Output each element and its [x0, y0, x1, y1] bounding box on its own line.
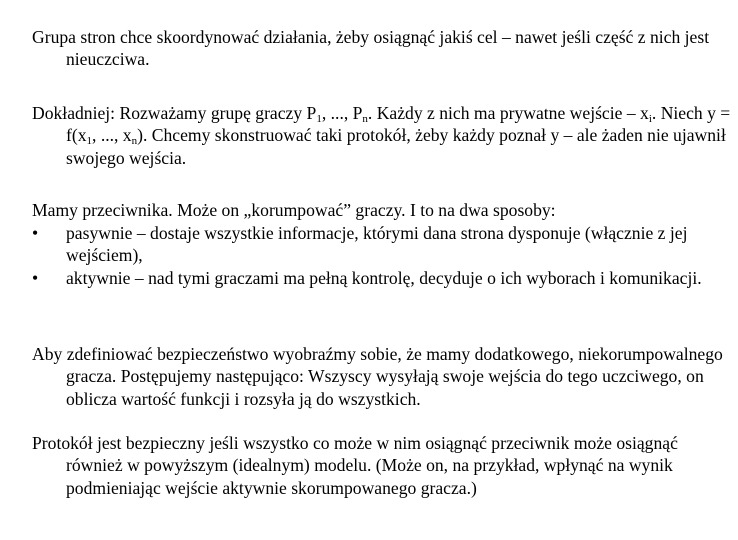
ideal-model-paragraph: Aby zdefiniować bezpieczeństwo wyobraźmy sobie, że mamy dodatkowego, niekorumpowalnego gracza. Postępujemy następująco: Wszyscy wysyłają swoje wejścia do tego uczciwego, on oblicza wartość funkcji i rozsyła ją do wszystkich.: [32, 344, 723, 409]
subscript-i: i: [648, 113, 652, 125]
bullet-icon: •: [32, 223, 39, 243]
list-item-text: pasywnie – dostaje wszystkie informacje, którymi dana strona dysponuje (włącznie z jej wejściem),: [66, 223, 688, 266]
list-item-text: aktywnie – nad tymi graczami ma pełną kontrolę, decyduje o ich wyborach i komunikacji.: [66, 267, 702, 288]
definition-text-f: ). Chcemy skonstruować taki protokół, żeby każdy poznał y – ale żaden nie ujawnił swojego wejścia.: [66, 125, 726, 168]
subscript-1: 1: [316, 113, 322, 125]
subscript-n: n: [362, 113, 368, 125]
definition-text-b: , ..., P: [321, 103, 363, 123]
security-definition-paragraph: Protokół jest bezpieczny jeśli wszystko co może w nim osiągnąć przeciwnik może osiągnąć również w powyższym (idealnym) modelu. (Może on, na przykład, wpłynąć na wynik podmieniając wejście aktywnie skorumpowanego gracza.): [32, 433, 678, 498]
definition-paragraph: [32, 102, 738, 169]
definition-text-a: Dokładniej: Rozważamy grupę graczy P: [32, 103, 317, 123]
list-item-active: [32, 267, 704, 289]
adversary-paragraph: Mamy przeciwnika. Może on „korumpować” graczy. I to na dwa sposoby:: [32, 200, 556, 220]
bullet-icon: •: [32, 267, 39, 288]
definition-text-d: . Niech y = f(x: [66, 103, 731, 146]
definition-text-e: , ..., x: [92, 125, 132, 146]
definition-text-c: . Każdy z nich ma prywatne wejście – x: [367, 103, 649, 123]
list-item-passive: [32, 222, 704, 267]
subscript-1b: 1: [86, 135, 93, 148]
intro-paragraph: Grupa stron chce skoordynować działania, żeby osiągnąć jakiś cel – nawet jeśli część z nich jest nieuczciwa.: [32, 27, 710, 70]
subscript-nb: n: [131, 135, 138, 148]
corruption-modes-list: [32, 222, 704, 289]
